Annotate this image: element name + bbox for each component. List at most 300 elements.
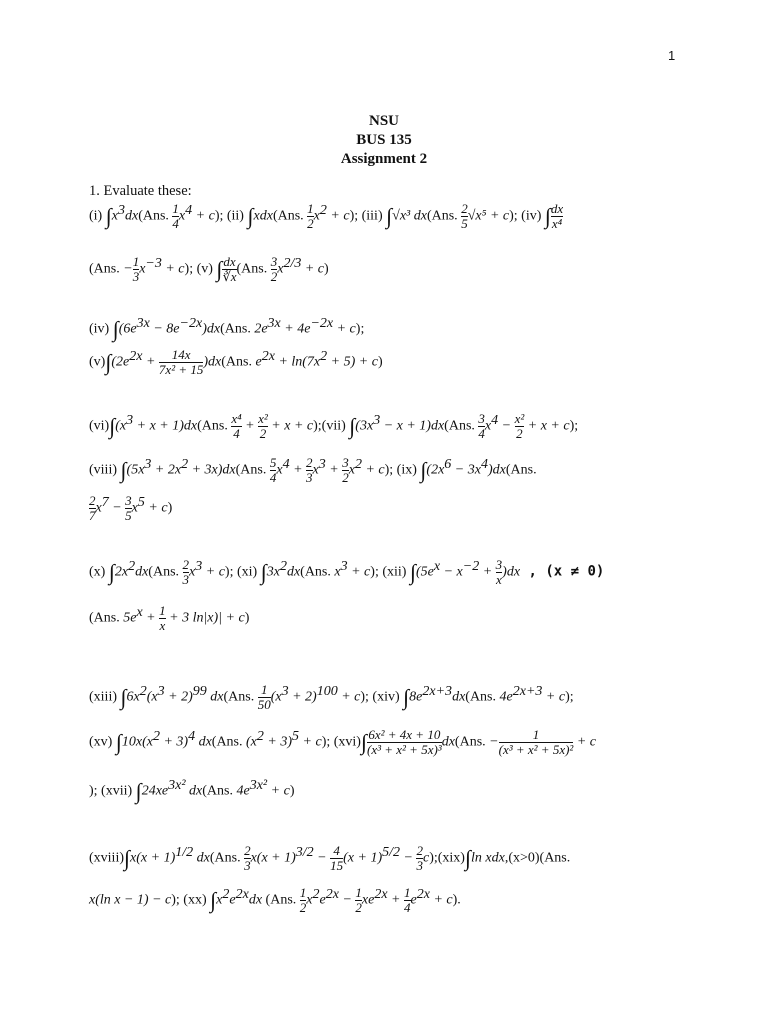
problem-text: (Ans. (138, 208, 173, 224)
integral-sign: ∫ (210, 887, 217, 913)
integral-sign: ∫ (247, 203, 254, 229)
fraction-numerator: 2 (416, 843, 423, 858)
exponent: 2 (256, 729, 264, 745)
problem-text: (Ans. (89, 610, 124, 626)
math-expression: (x (115, 418, 127, 434)
fraction-denominator: 2 (516, 426, 523, 441)
problem-text: );(vii) (313, 418, 350, 434)
exponent: 2x (325, 887, 339, 903)
math-expression: + c (347, 564, 371, 580)
fraction-denominator: (x³ + x² + 5x)³ (366, 742, 442, 757)
problem-text: ); (565, 689, 574, 705)
math-expression: x (276, 462, 283, 478)
problem-text: (Ans. (272, 208, 308, 224)
fraction-denominator: 3 (306, 470, 313, 485)
fraction-denominator: 4 (269, 470, 277, 485)
fraction-denominator: (x³ + x² + 5x)² (498, 742, 574, 757)
math-expression: + 3 ln|x)| + c (165, 610, 245, 626)
math-expression: x (312, 462, 319, 478)
problem-text: (iv) (89, 321, 113, 337)
problem-text: (Ans. (426, 208, 462, 224)
math-expression: e (410, 892, 417, 908)
math-expression: dx (124, 208, 139, 224)
fraction-numerator: x² (514, 411, 525, 426)
exponent: 2x+3 (512, 684, 543, 700)
fraction-denominator: 50 (257, 697, 271, 712)
fraction (222, 255, 236, 284)
math-expression: 2e (254, 321, 268, 337)
problem-text: ) (244, 610, 250, 626)
exponent: 3x (136, 316, 150, 331)
fraction (231, 412, 241, 441)
math-expression: + (479, 564, 496, 580)
math-expression: + c (573, 734, 596, 750)
math-expression: x (313, 208, 320, 224)
math-expression: √x⁵ + c (467, 208, 510, 224)
fraction-numerator: 3 (478, 411, 485, 426)
math-expression: 3x (266, 564, 280, 580)
exponent: 3x (267, 316, 281, 331)
exponent: 4 (188, 729, 196, 745)
problem-line (89, 886, 461, 915)
exponent: 2x (235, 887, 249, 903)
math-expression: + (142, 354, 159, 370)
fraction-denominator: 2 (342, 470, 349, 485)
fraction-numerator: 3 (495, 557, 503, 572)
problem-line (89, 683, 574, 712)
problem-line (89, 202, 563, 231)
fraction-denominator: 2 (259, 426, 267, 441)
fraction-numerator: 1 (132, 254, 140, 269)
exponent: 2/3 (283, 256, 302, 272)
page-number: 1 (668, 48, 676, 63)
exponent: x (136, 605, 143, 621)
problem-text: );(xix) (429, 850, 465, 866)
exponent: 4 (282, 457, 290, 473)
integral-sign: ∫ (464, 845, 471, 871)
exponent: 2x (129, 349, 143, 365)
integral-sign: ∫ (120, 684, 127, 710)
math-expression: + x + c (267, 418, 314, 434)
exponent: 2 (319, 203, 327, 219)
math-expression: e (319, 892, 326, 908)
problem-line (89, 316, 364, 343)
exponent: x (433, 559, 441, 575)
exponent: 3 (117, 203, 125, 219)
math-expression: − (108, 500, 126, 516)
math-expression: x (334, 564, 341, 580)
math-expression: dx (441, 734, 455, 750)
math-expression: x (348, 462, 355, 478)
integral-sign: ∫ (120, 457, 127, 483)
math-expression: − (400, 850, 417, 866)
problem-text: ); (xvii) (89, 783, 136, 799)
fraction-numerator: 6x² + 4x + 10 (368, 727, 441, 742)
fraction-numerator: x⁴ (231, 411, 242, 426)
exponent: 2x (374, 887, 388, 903)
fraction-numerator: dx (550, 201, 564, 216)
math-expression: (x (270, 689, 282, 705)
integral-sign: ∫ (386, 203, 393, 229)
math-expression: + c (301, 261, 325, 277)
fraction-numerator: 1 (159, 603, 166, 618)
fraction-denominator: ∛x (222, 269, 237, 284)
problem-text: ); (xiv) (360, 689, 404, 705)
math-expression: + c (337, 689, 361, 705)
math-expression: + (241, 418, 259, 434)
integral-sign: ∫ (112, 316, 119, 342)
math-expression: √x³ dx (392, 208, 427, 224)
problem-text: (Ans. (209, 850, 245, 866)
math-expression: + 3x)dx (188, 462, 236, 478)
fraction-denominator: 4 (404, 900, 411, 915)
exponent: 2 (181, 457, 189, 473)
fraction-denominator: 15 (330, 858, 344, 873)
math-expression: − (498, 418, 515, 434)
fraction-denominator: 2 (270, 269, 278, 284)
exponent: 2 (354, 457, 362, 473)
problem-text: (xiii) (89, 689, 121, 705)
document-header (0, 112, 768, 169)
problem-text: (Ans. (262, 892, 300, 908)
math-expression: + 2) (288, 689, 317, 705)
math-expression: (2e (111, 354, 130, 370)
domain-note: , (x ≠ 0) (520, 563, 605, 580)
exponent: 3 (281, 684, 289, 700)
header-institution: NSU (368, 113, 399, 129)
exponent: 5/2 (382, 845, 401, 861)
math-expression: (5x (126, 462, 145, 478)
math-expression: (2x (426, 462, 445, 478)
math-expression: + 5) + c (327, 354, 378, 370)
math-expression: (6e (118, 321, 137, 337)
integral-sign: ∫ (420, 457, 427, 483)
math-expression: x (111, 208, 118, 224)
problem-text: ); (355, 321, 365, 337)
exponent: −2x (310, 316, 334, 331)
exponent: 6 (444, 457, 452, 473)
problem-text: ,(x>0)(Ans. (504, 850, 571, 866)
math-expression: ln xdx (470, 850, 505, 866)
math-expression: dx (195, 734, 212, 750)
problem-line (89, 558, 604, 587)
math-expression: dx (193, 850, 210, 866)
exponent: 5 (292, 729, 300, 745)
exponent: 4 (185, 203, 193, 219)
exponent: 2 (128, 559, 136, 575)
problem-text: (Ans. (220, 321, 255, 337)
problem-line (89, 412, 578, 441)
question-title: 1. Evaluate these: (89, 183, 192, 199)
fraction-denominator: x⁴ (551, 216, 563, 231)
problem-text: ); (xvi) (321, 734, 361, 750)
problem-text: (Ans. (148, 564, 183, 580)
problem-text: (Ans. (223, 689, 258, 705)
fraction-denominator: 3 (182, 572, 190, 587)
exponent: 4 (480, 457, 488, 473)
integral-sign: ∫ (105, 349, 112, 375)
fraction (330, 844, 343, 873)
math-expression: x (178, 208, 186, 224)
math-expression: (x (246, 734, 257, 750)
problem-text: ) (167, 500, 173, 516)
header-assignment: Assignment 2 (340, 151, 428, 167)
math-expression: x (216, 892, 223, 908)
math-expression: − (123, 261, 133, 277)
math-expression: x (139, 261, 146, 277)
math-expression: + x + c (524, 418, 570, 434)
math-expression: − 8e (149, 321, 180, 337)
exponent: 2x (261, 349, 275, 365)
fraction (551, 202, 563, 231)
fraction-numerator: x² (258, 411, 268, 426)
math-expression: − 3x (451, 462, 481, 478)
math-expression: 24xe (141, 783, 169, 799)
math-expression: x (277, 261, 284, 277)
math-expression: 4e (236, 783, 250, 799)
math-expression: + c (161, 261, 185, 277)
exponent: 3 (373, 413, 381, 429)
integral-sign: ∫ (349, 413, 356, 439)
math-expression: dx (135, 564, 149, 580)
math-expression: e (255, 354, 262, 370)
problem-line (89, 778, 294, 805)
fraction-numerator: 14x (171, 347, 191, 362)
problem-text: (Ans. (89, 261, 124, 277)
fraction (258, 412, 268, 441)
integral-sign: ∫ (124, 845, 131, 871)
exponent: 2 (222, 887, 230, 903)
math-expression: 5e (123, 610, 137, 626)
math-expression: − (338, 892, 356, 908)
problem-text: (xv) (89, 734, 116, 750)
problem-text: (i) (89, 208, 106, 224)
fraction-numerator: 2 (461, 201, 468, 216)
integral-sign: ∫ (216, 256, 223, 282)
exponent: 3x² (249, 778, 268, 793)
fraction-denominator: x (159, 618, 166, 633)
problem-line (89, 844, 570, 873)
fraction-denominator: 2 (307, 216, 314, 231)
header-course: BUS 135 (356, 132, 412, 148)
math-expression: + 3) (263, 734, 293, 750)
integral-sign: ∫ (409, 559, 416, 585)
fraction-denominator: 5 (461, 216, 468, 231)
exponent: 1/2 (175, 845, 194, 861)
math-expression: + c (361, 462, 385, 478)
fraction (367, 728, 442, 757)
math-expression: x (95, 500, 102, 516)
problem-text: (Ans. (211, 734, 247, 750)
math-expression: 10x(x (121, 734, 153, 750)
problem-text: ); (xi) (224, 564, 261, 580)
fraction-numerator: 1 (532, 727, 540, 742)
math-expression: )dx (487, 462, 506, 478)
fraction-denominator: 3 (132, 269, 140, 284)
math-expression: + (289, 462, 307, 478)
fraction-numerator: 2 (306, 455, 313, 470)
exponent: 3 (318, 457, 326, 473)
math-expression: 8e (409, 689, 423, 705)
math-expression: dx (452, 689, 466, 705)
integral-sign: ∫ (108, 559, 115, 585)
math-expression: )dx (502, 564, 521, 580)
problem-text: (v) (89, 354, 106, 370)
math-expression: + c (202, 564, 225, 580)
math-expression: + c (429, 892, 453, 908)
math-expression: + c (333, 321, 356, 337)
math-expression: + c (267, 783, 290, 799)
integral-sign: ∫ (544, 203, 551, 229)
fraction-numerator: 3 (342, 455, 349, 470)
problem-line (89, 494, 172, 523)
problem-text: ); (iii) (349, 208, 387, 224)
math-expression: (x (146, 689, 158, 705)
math-expression: x (131, 500, 138, 516)
math-expression: − x + 1)dx (380, 418, 445, 434)
fraction-denominator: 4 (478, 426, 485, 441)
problem-text: ); (xii) (370, 564, 410, 580)
fraction-numerator: 2 (182, 557, 190, 572)
problem-text: ); (xx) (171, 892, 211, 908)
exponent: 2x (416, 887, 430, 903)
problem-text: (vi) (89, 418, 110, 434)
math-expression: + ln(7x (274, 354, 321, 370)
math-expression: xe (361, 892, 375, 908)
math-expression: + 2x (151, 462, 182, 478)
fraction (515, 412, 525, 441)
math-expression: + 4e (280, 321, 311, 337)
fraction-numerator: 3 (125, 493, 132, 508)
fraction-denominator: 4 (172, 216, 179, 231)
math-expression: − (313, 850, 331, 866)
math-expression: )dx (203, 354, 222, 370)
problem-text: (Ans. (505, 462, 537, 478)
fraction-denominator: 2 (299, 900, 307, 915)
integral-sign: ∫ (105, 203, 112, 229)
problem-text: ); (iv) (509, 208, 545, 224)
integral-sign: ∫ (115, 729, 122, 755)
integral-sign: ∫ (260, 559, 267, 585)
fraction (258, 683, 271, 712)
math-expression: + (325, 462, 343, 478)
exponent: 3x² (168, 778, 186, 793)
problem-text: (xviii) (89, 850, 124, 866)
fraction-denominator: 3 (416, 858, 423, 873)
math-expression: )dx (202, 321, 221, 337)
fraction-numerator: 1 (355, 885, 362, 900)
fraction-denominator: 2 (355, 900, 362, 915)
math-expression: (x + 1) (343, 850, 383, 866)
math-expression: + 3) (159, 734, 189, 750)
fraction-denominator: x (496, 572, 502, 587)
exponent: 2 (312, 887, 320, 903)
integral-sign: ∫ (360, 729, 367, 755)
math-expression: + c (326, 208, 350, 224)
problem-line (89, 348, 383, 377)
math-expression: + c (542, 689, 566, 705)
problem-line (89, 255, 329, 284)
math-expression: x (306, 892, 313, 908)
problem-text: (Ans. (454, 734, 490, 750)
math-expression: + 2) (164, 689, 193, 705)
math-expression: + c (192, 208, 215, 224)
math-expression: (3x (355, 418, 374, 434)
exponent: 2 (152, 729, 160, 745)
math-expression: dx (248, 892, 263, 908)
exponent: 3 (144, 457, 152, 473)
problem-text: (Ans. (465, 689, 500, 705)
problem-text: (Ans. (444, 418, 479, 434)
math-expression: + c (144, 500, 168, 516)
math-expression: 2x (114, 564, 129, 580)
problem-line (89, 604, 249, 633)
fraction (499, 728, 574, 757)
fraction-denominator: 3 (244, 858, 251, 873)
fraction-numerator: 2 (89, 493, 96, 508)
exponent: 3/2 (295, 845, 314, 861)
problem-text: (Ans. (235, 462, 270, 478)
fraction-numerator: 1 (172, 201, 179, 216)
math-expression: x(x + 1) (130, 850, 176, 866)
problem-line (89, 728, 596, 757)
math-expression: x (189, 564, 196, 580)
problem-text: (viii) (89, 462, 121, 478)
math-expression: e (229, 892, 236, 908)
problem-text: (x) (89, 564, 109, 580)
problem-text: ) (377, 354, 383, 370)
exponent: 7 (101, 495, 109, 511)
problem-line (89, 456, 537, 485)
fraction-numerator: 2 (244, 843, 251, 858)
math-expression: − (489, 734, 499, 750)
integral-sign: ∫ (403, 684, 410, 710)
problem-text: ). (452, 892, 461, 908)
math-expression: + c (299, 734, 322, 750)
math-expression: x(ln x − 1) − c (89, 892, 172, 908)
exponent: 2 (139, 684, 147, 700)
integral-sign: ∫ (109, 413, 116, 439)
problem-text: (Ans. (197, 418, 232, 434)
math-expression: (5e (415, 564, 434, 580)
math-expression: c (422, 850, 430, 866)
problem-text: (Ans. (221, 354, 256, 370)
math-expression: + (387, 892, 404, 908)
math-expression: 4e (499, 689, 513, 705)
exponent: 2 (320, 349, 328, 365)
math-expression: − x (440, 564, 463, 580)
fraction-numerator: 1 (307, 201, 314, 216)
integral-sign: ∫ (135, 778, 142, 804)
exponent: 3 (126, 413, 134, 429)
math-expression: x (484, 418, 492, 434)
fraction-denominator: 7x² + 15 (158, 362, 204, 377)
fraction-denominator: 4 (233, 426, 240, 441)
exponent: −2x (179, 316, 203, 331)
exponent: 3 (340, 559, 348, 575)
math-expression: + x + 1)dx (133, 418, 198, 434)
problem-text: ) (324, 261, 329, 277)
fraction-numerator: 1 (260, 682, 268, 697)
problem-text: ) (289, 783, 295, 799)
fraction-numerator: 3 (270, 254, 278, 269)
fraction-denominator: 5 (125, 508, 132, 523)
fraction-numerator: dx (223, 254, 236, 269)
exponent: 5 (137, 495, 145, 511)
fraction-numerator: 1 (299, 885, 307, 900)
math-expression: dx (206, 689, 224, 705)
exponent: 99 (192, 684, 207, 700)
